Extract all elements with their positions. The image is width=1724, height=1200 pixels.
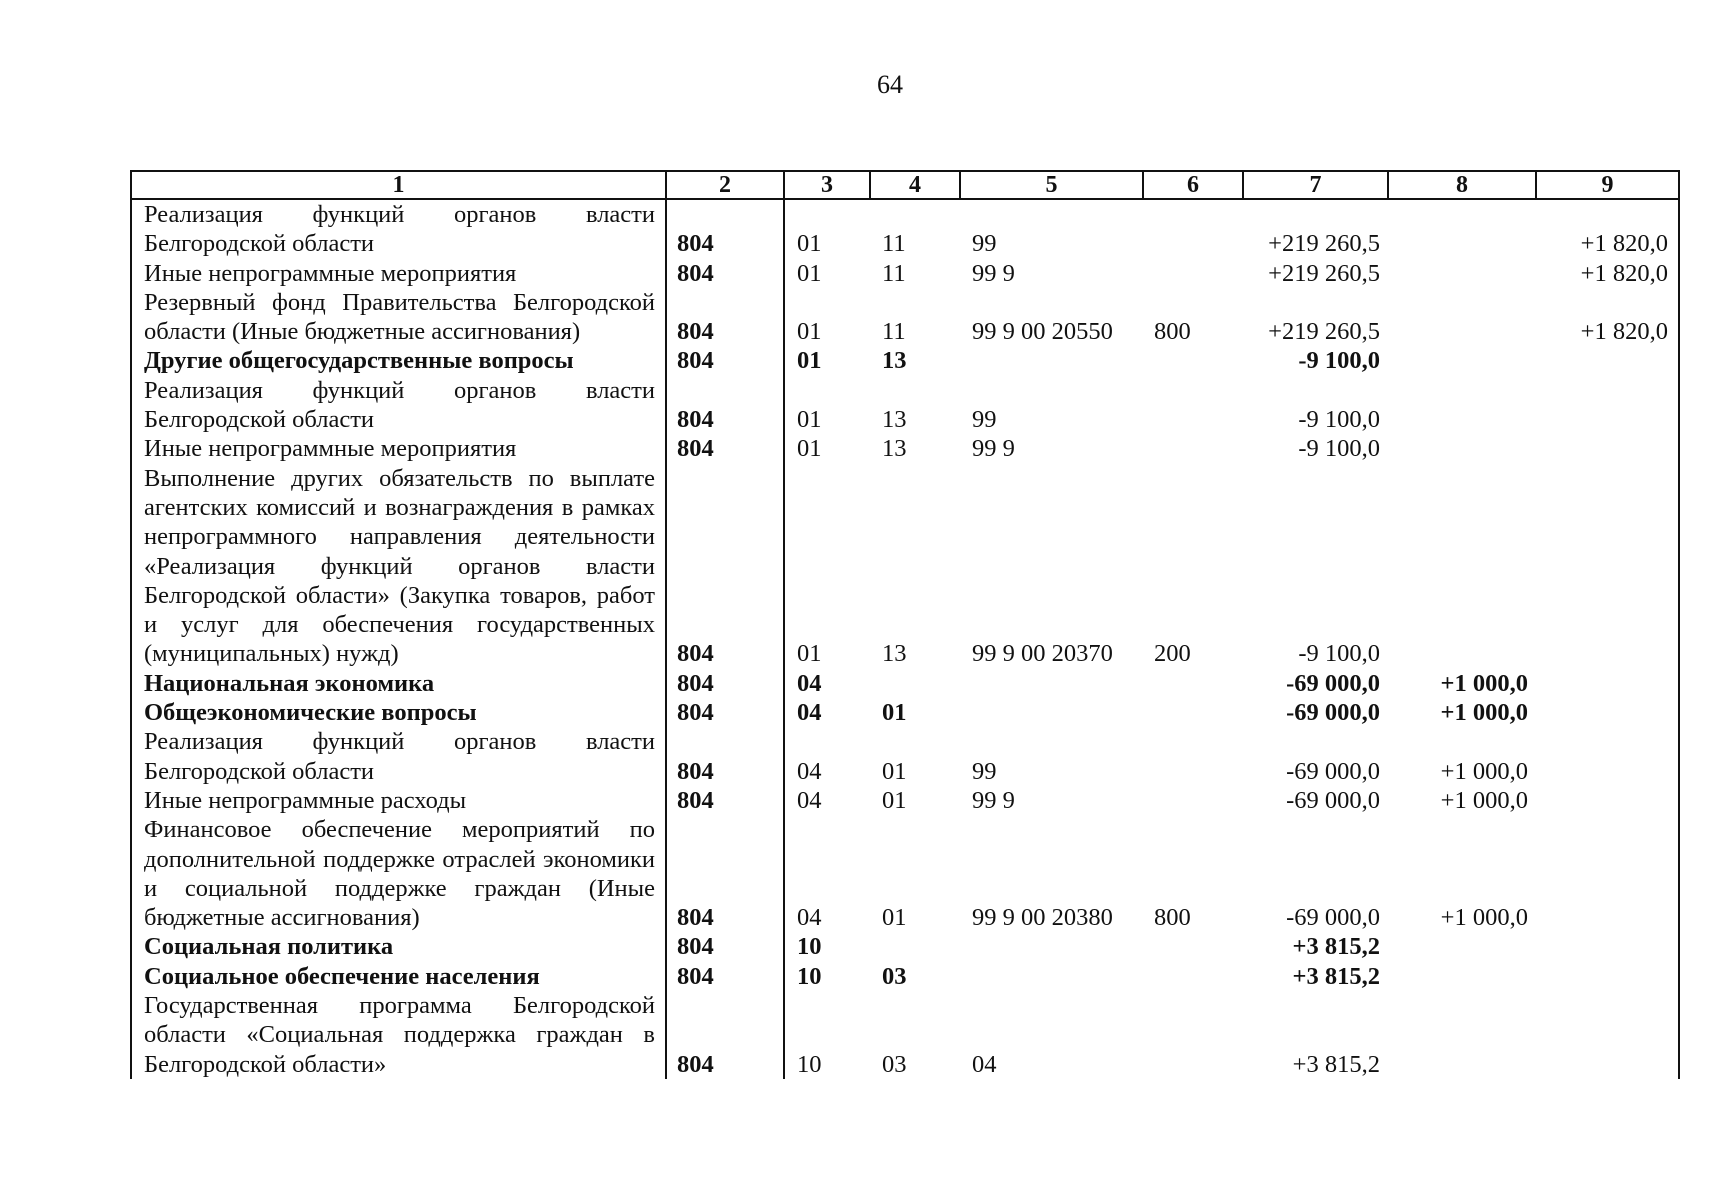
target-article-cell: 99	[972, 406, 997, 434]
section-code-cell: 10	[797, 933, 822, 961]
target-article-cell	[960, 932, 1143, 961]
amount-col7-cell: -69 000,0	[1286, 757, 1380, 785]
kvsr-code-cell: 804	[666, 698, 784, 727]
amount-col8-cell	[1388, 288, 1536, 347]
expense-type-cell	[1143, 376, 1243, 435]
subsection-code-cell	[870, 669, 960, 698]
subsection-code-cell: 13	[882, 435, 907, 463]
section-code-cell: 04	[797, 757, 822, 785]
amount-col7-cell: -9 100,0	[1298, 435, 1380, 463]
target-article-cell: 99 9 00 20550	[972, 318, 1113, 346]
section-code-cell: 04	[797, 904, 822, 932]
expense-type-cell	[1143, 786, 1243, 815]
amount-col7-cell: +3 815,2	[1292, 933, 1380, 961]
amount-col9-cell	[1536, 727, 1679, 786]
section-code-cell: 04	[797, 786, 822, 814]
amount-col8-cell: +1 000,0	[1440, 786, 1528, 814]
amount-col8-cell	[1388, 199, 1536, 259]
kvsr-code-cell: 804	[666, 962, 784, 991]
kvsr-code-cell: 804	[666, 346, 784, 375]
table-row	[131, 991, 1679, 1079]
subsection-code-cell: 01	[882, 786, 907, 814]
table-row	[131, 346, 1679, 375]
expense-type-cell	[1143, 727, 1243, 786]
expense-type-cell	[1143, 434, 1243, 463]
column-header-9: 9	[1536, 171, 1679, 199]
table-row	[131, 288, 1679, 347]
amount-col9-cell: +1 820,0	[1536, 199, 1679, 259]
table-row	[131, 727, 1679, 786]
expense-type-cell	[1143, 259, 1243, 288]
row-name-cell: Реализация функций органов власти Белгородской области	[131, 199, 666, 259]
table-row	[131, 698, 1679, 727]
amount-col8-cell	[1388, 376, 1536, 435]
amount-col9-cell	[1536, 434, 1679, 463]
amount-col9-cell	[1536, 932, 1679, 961]
amount-col7-cell: -69 000,0	[1286, 669, 1380, 697]
table-row	[131, 932, 1679, 961]
column-header-4: 4	[870, 171, 960, 199]
amount-col8-cell: +1 000,0	[1440, 904, 1528, 932]
row-name-cell: Резервный фонд Правительства Белгородской области (Иные бюджетные ассигнования)	[131, 288, 666, 347]
kvsr-code-cell: 804	[666, 199, 784, 259]
amount-col8-cell	[1388, 346, 1536, 375]
expense-type-cell	[1143, 698, 1243, 727]
expense-type-cell	[1143, 346, 1243, 375]
table-body	[131, 199, 1679, 1079]
row-name-cell: Социальное обеспечение населения	[131, 962, 666, 991]
amount-col8-cell: +1 000,0	[1440, 699, 1528, 727]
subsection-code-cell: 11	[882, 259, 906, 287]
kvsr-code-cell: 804	[666, 786, 784, 815]
amount-col7-cell: -69 000,0	[1286, 904, 1380, 932]
amount-col9-cell	[1536, 346, 1679, 375]
table-row	[131, 786, 1679, 815]
section-code-cell: 01	[797, 406, 822, 434]
table-row	[131, 962, 1679, 991]
subsection-code-cell: 03	[882, 962, 907, 990]
budget-table-container	[130, 170, 1678, 1079]
amount-col9-cell: +1 820,0	[1536, 259, 1679, 288]
amount-col9-cell	[1536, 786, 1679, 815]
amount-col9-cell	[1536, 962, 1679, 991]
row-name-cell: Иные непрограммные мероприятия	[131, 434, 666, 463]
target-article-cell: 99 9	[972, 259, 1015, 287]
section-code-cell: 01	[797, 259, 822, 287]
target-article-cell: 99 9 00 20370	[972, 640, 1113, 668]
amount-col7-cell: +219 260,5	[1268, 318, 1380, 346]
kvsr-code-cell: 804	[666, 815, 784, 932]
amount-col9-cell	[1536, 669, 1679, 698]
kvsr-code-cell: 804	[666, 376, 784, 435]
column-header-2: 2	[666, 171, 784, 199]
subsection-code-cell: 13	[882, 406, 907, 434]
row-name-cell: Реализация функций органов власти Белгородской области	[131, 376, 666, 435]
target-article-cell: 04	[972, 1050, 997, 1078]
kvsr-code-cell: 804	[666, 259, 784, 288]
section-code-cell: 01	[797, 230, 822, 258]
table-row	[131, 199, 1679, 259]
row-name-cell: Социальная политика	[131, 932, 666, 961]
amount-col9-cell	[1536, 464, 1679, 669]
amount-col7-cell: +219 260,5	[1268, 230, 1380, 258]
expense-type-cell	[1143, 199, 1243, 259]
section-code-cell: 01	[797, 347, 822, 375]
subsection-code-cell	[870, 932, 960, 961]
subsection-code-cell: 11	[882, 318, 906, 346]
section-code-cell: 04	[797, 699, 822, 727]
kvsr-code-cell: 804	[666, 932, 784, 961]
table-row	[131, 669, 1679, 698]
row-name-cell: Другие общегосударственные вопросы	[131, 346, 666, 375]
expense-type-cell	[1143, 962, 1243, 991]
subsection-code-cell: 03	[882, 1050, 907, 1078]
target-article-cell	[960, 669, 1143, 698]
row-name-cell: Иные непрограммные мероприятия	[131, 259, 666, 288]
budget-table	[130, 170, 1680, 1079]
amount-col9-cell	[1536, 815, 1679, 932]
target-article-cell	[960, 698, 1143, 727]
header-row	[131, 171, 1679, 199]
row-name-cell: Выполнение других обязательств по выплате агентских комиссий и вознаграждения в рамках непрограммного направления деятельности «Реализация функций органов власти Белгородской области» (Закупка товаров, работ и услуг для обеспечения государственных (муниципальных) нужд)	[131, 464, 666, 669]
kvsr-code-cell: 804	[666, 464, 784, 669]
row-name-cell: Реализация функций органов власти Белгородской области	[131, 727, 666, 786]
table-row	[131, 464, 1679, 669]
column-header-8: 8	[1388, 171, 1536, 199]
amount-col7-cell: -9 100,0	[1298, 640, 1380, 668]
amount-col7-cell: +3 815,2	[1292, 962, 1380, 990]
amount-col8-cell: +1 000,0	[1440, 669, 1528, 697]
kvsr-code-cell: 804	[666, 434, 784, 463]
row-name-cell: Государственная программа Белгородской области «Социальная поддержка граждан в Белгородской области»	[131, 991, 666, 1079]
subsection-code-cell: 13	[882, 640, 907, 668]
column-header-6: 6	[1143, 171, 1243, 199]
column-header-3: 3	[784, 171, 870, 199]
amount-col7-cell: -69 000,0	[1286, 699, 1380, 727]
amount-col7-cell: +3 815,2	[1292, 1050, 1380, 1078]
expense-type-cell: 800	[1154, 904, 1191, 932]
amount-col8-cell	[1388, 259, 1536, 288]
row-name-cell: Иные непрограммные расходы	[131, 786, 666, 815]
column-header-1: 1	[131, 171, 666, 199]
kvsr-code-cell: 804	[666, 991, 784, 1079]
expense-type-cell: 200	[1154, 640, 1191, 668]
row-name-cell: Общеэкономические вопросы	[131, 698, 666, 727]
subsection-code-cell: 01	[882, 904, 907, 932]
table-row	[131, 815, 1679, 932]
table-row	[131, 434, 1679, 463]
section-code-cell: 01	[797, 435, 822, 463]
section-code-cell: 10	[797, 1050, 822, 1078]
section-code-cell: 01	[797, 640, 822, 668]
target-article-cell: 99	[972, 230, 997, 258]
subsection-code-cell: 13	[882, 347, 907, 375]
target-article-cell: 99	[972, 757, 997, 785]
column-header-7: 7	[1243, 171, 1388, 199]
target-article-cell: 99 9	[972, 786, 1015, 814]
section-code-cell: 10	[797, 962, 822, 990]
subsection-code-cell: 11	[882, 230, 906, 258]
target-article-cell	[960, 346, 1143, 375]
target-article-cell: 99 9	[972, 435, 1015, 463]
target-article-cell	[960, 962, 1143, 991]
section-code-cell: 04	[797, 669, 822, 697]
expense-type-cell	[1143, 669, 1243, 698]
subsection-code-cell: 01	[882, 699, 907, 727]
kvsr-code-cell: 804	[666, 669, 784, 698]
expense-type-cell: 800	[1154, 318, 1191, 346]
amount-col9-cell: +1 820,0	[1536, 288, 1679, 347]
amount-col7-cell: -9 100,0	[1298, 406, 1380, 434]
amount-col8-cell	[1388, 434, 1536, 463]
kvsr-code-cell: 804	[666, 288, 784, 347]
expense-type-cell	[1143, 991, 1243, 1079]
amount-col8-cell	[1388, 932, 1536, 961]
expense-type-cell	[1143, 932, 1243, 961]
column-header-5: 5	[960, 171, 1143, 199]
amount-col9-cell	[1536, 991, 1679, 1079]
amount-col8-cell	[1388, 991, 1536, 1079]
kvsr-code-cell: 804	[666, 727, 784, 786]
subsection-code-cell: 01	[882, 757, 907, 785]
amount-col8-cell	[1388, 962, 1536, 991]
page-number: 64	[877, 70, 903, 99]
table-row	[131, 376, 1679, 435]
section-code-cell: 01	[797, 318, 822, 346]
target-article-cell: 99 9 00 20380	[972, 904, 1113, 932]
amount-col8-cell	[1388, 464, 1536, 669]
amount-col7-cell: -9 100,0	[1298, 347, 1380, 375]
row-name-cell: Национальная экономика	[131, 669, 666, 698]
amount-col9-cell	[1536, 698, 1679, 727]
amount-col9-cell	[1536, 376, 1679, 435]
amount-col8-cell: +1 000,0	[1440, 757, 1528, 785]
amount-col7-cell: -69 000,0	[1286, 786, 1380, 814]
table-row	[131, 259, 1679, 288]
amount-col7-cell: +219 260,5	[1268, 259, 1380, 287]
table-header	[131, 171, 1679, 199]
row-name-cell: Финансовое обеспечение мероприятий по дополнительной поддержке отраслей экономики и социальной поддержке граждан (Иные бюджетные ассигнования)	[131, 815, 666, 932]
